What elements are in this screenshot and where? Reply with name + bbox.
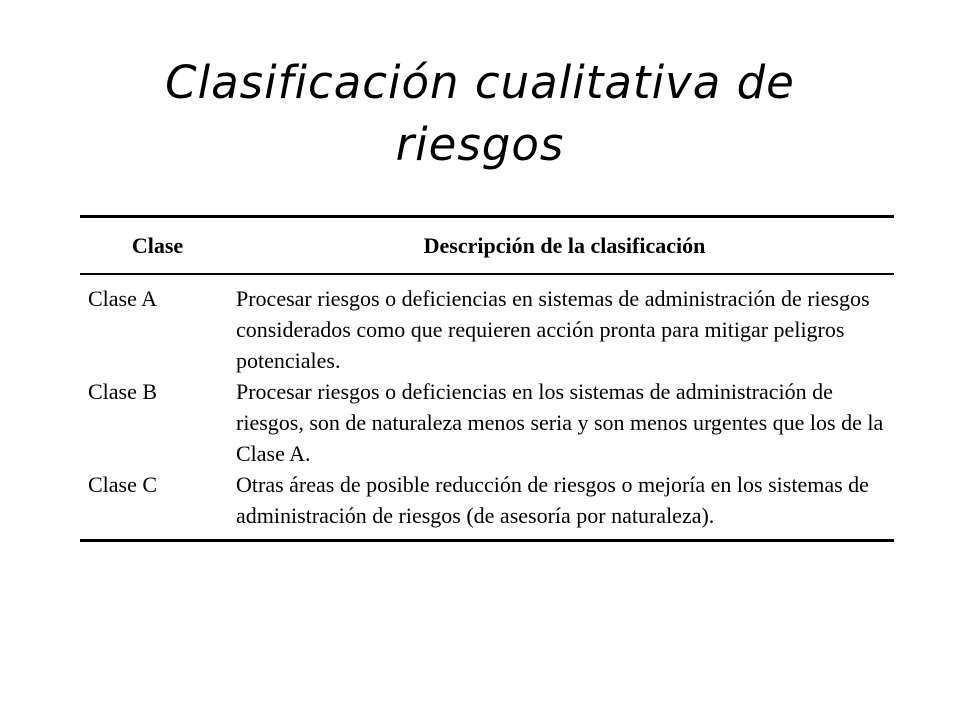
cell-descripcion: Procesar riesgos o deficiencias en sistemas de administración de riesgos considerados como que requieren acción pronta para mitigar peligros potenciales. bbox=[236, 286, 870, 373]
table-header-row bbox=[80, 218, 894, 273]
cell-clase: Clase C bbox=[88, 472, 158, 497]
slide-title-line-1: Clasificación cualitativa de bbox=[165, 56, 795, 109]
table-body bbox=[80, 275, 894, 539]
slide-title bbox=[0, 52, 960, 176]
table-row bbox=[80, 469, 894, 531]
table-bottom-rule bbox=[80, 539, 894, 542]
cell-clase: Clase B bbox=[88, 379, 158, 404]
table-row bbox=[80, 376, 894, 469]
slide-title-line-2: riesgos bbox=[395, 118, 565, 171]
cell-descripcion: Procesar riesgos o deficiencias en los sistemas de administración de riesgos, son de naturaleza menos seria y son menos urgentes que los de la Clase A. bbox=[236, 379, 884, 466]
cell-clase: Clase A bbox=[88, 286, 158, 311]
cell-descripcion: Otras áreas de posible reducción de riesgos o mejoría en los sistemas de administración de riesgos (de asesoría por naturaleza). bbox=[236, 472, 869, 528]
header-descripcion: Descripción de la clasificación bbox=[423, 232, 706, 258]
classification-table bbox=[80, 215, 894, 542]
table-row bbox=[80, 283, 894, 376]
header-clase: Clase bbox=[131, 232, 184, 258]
